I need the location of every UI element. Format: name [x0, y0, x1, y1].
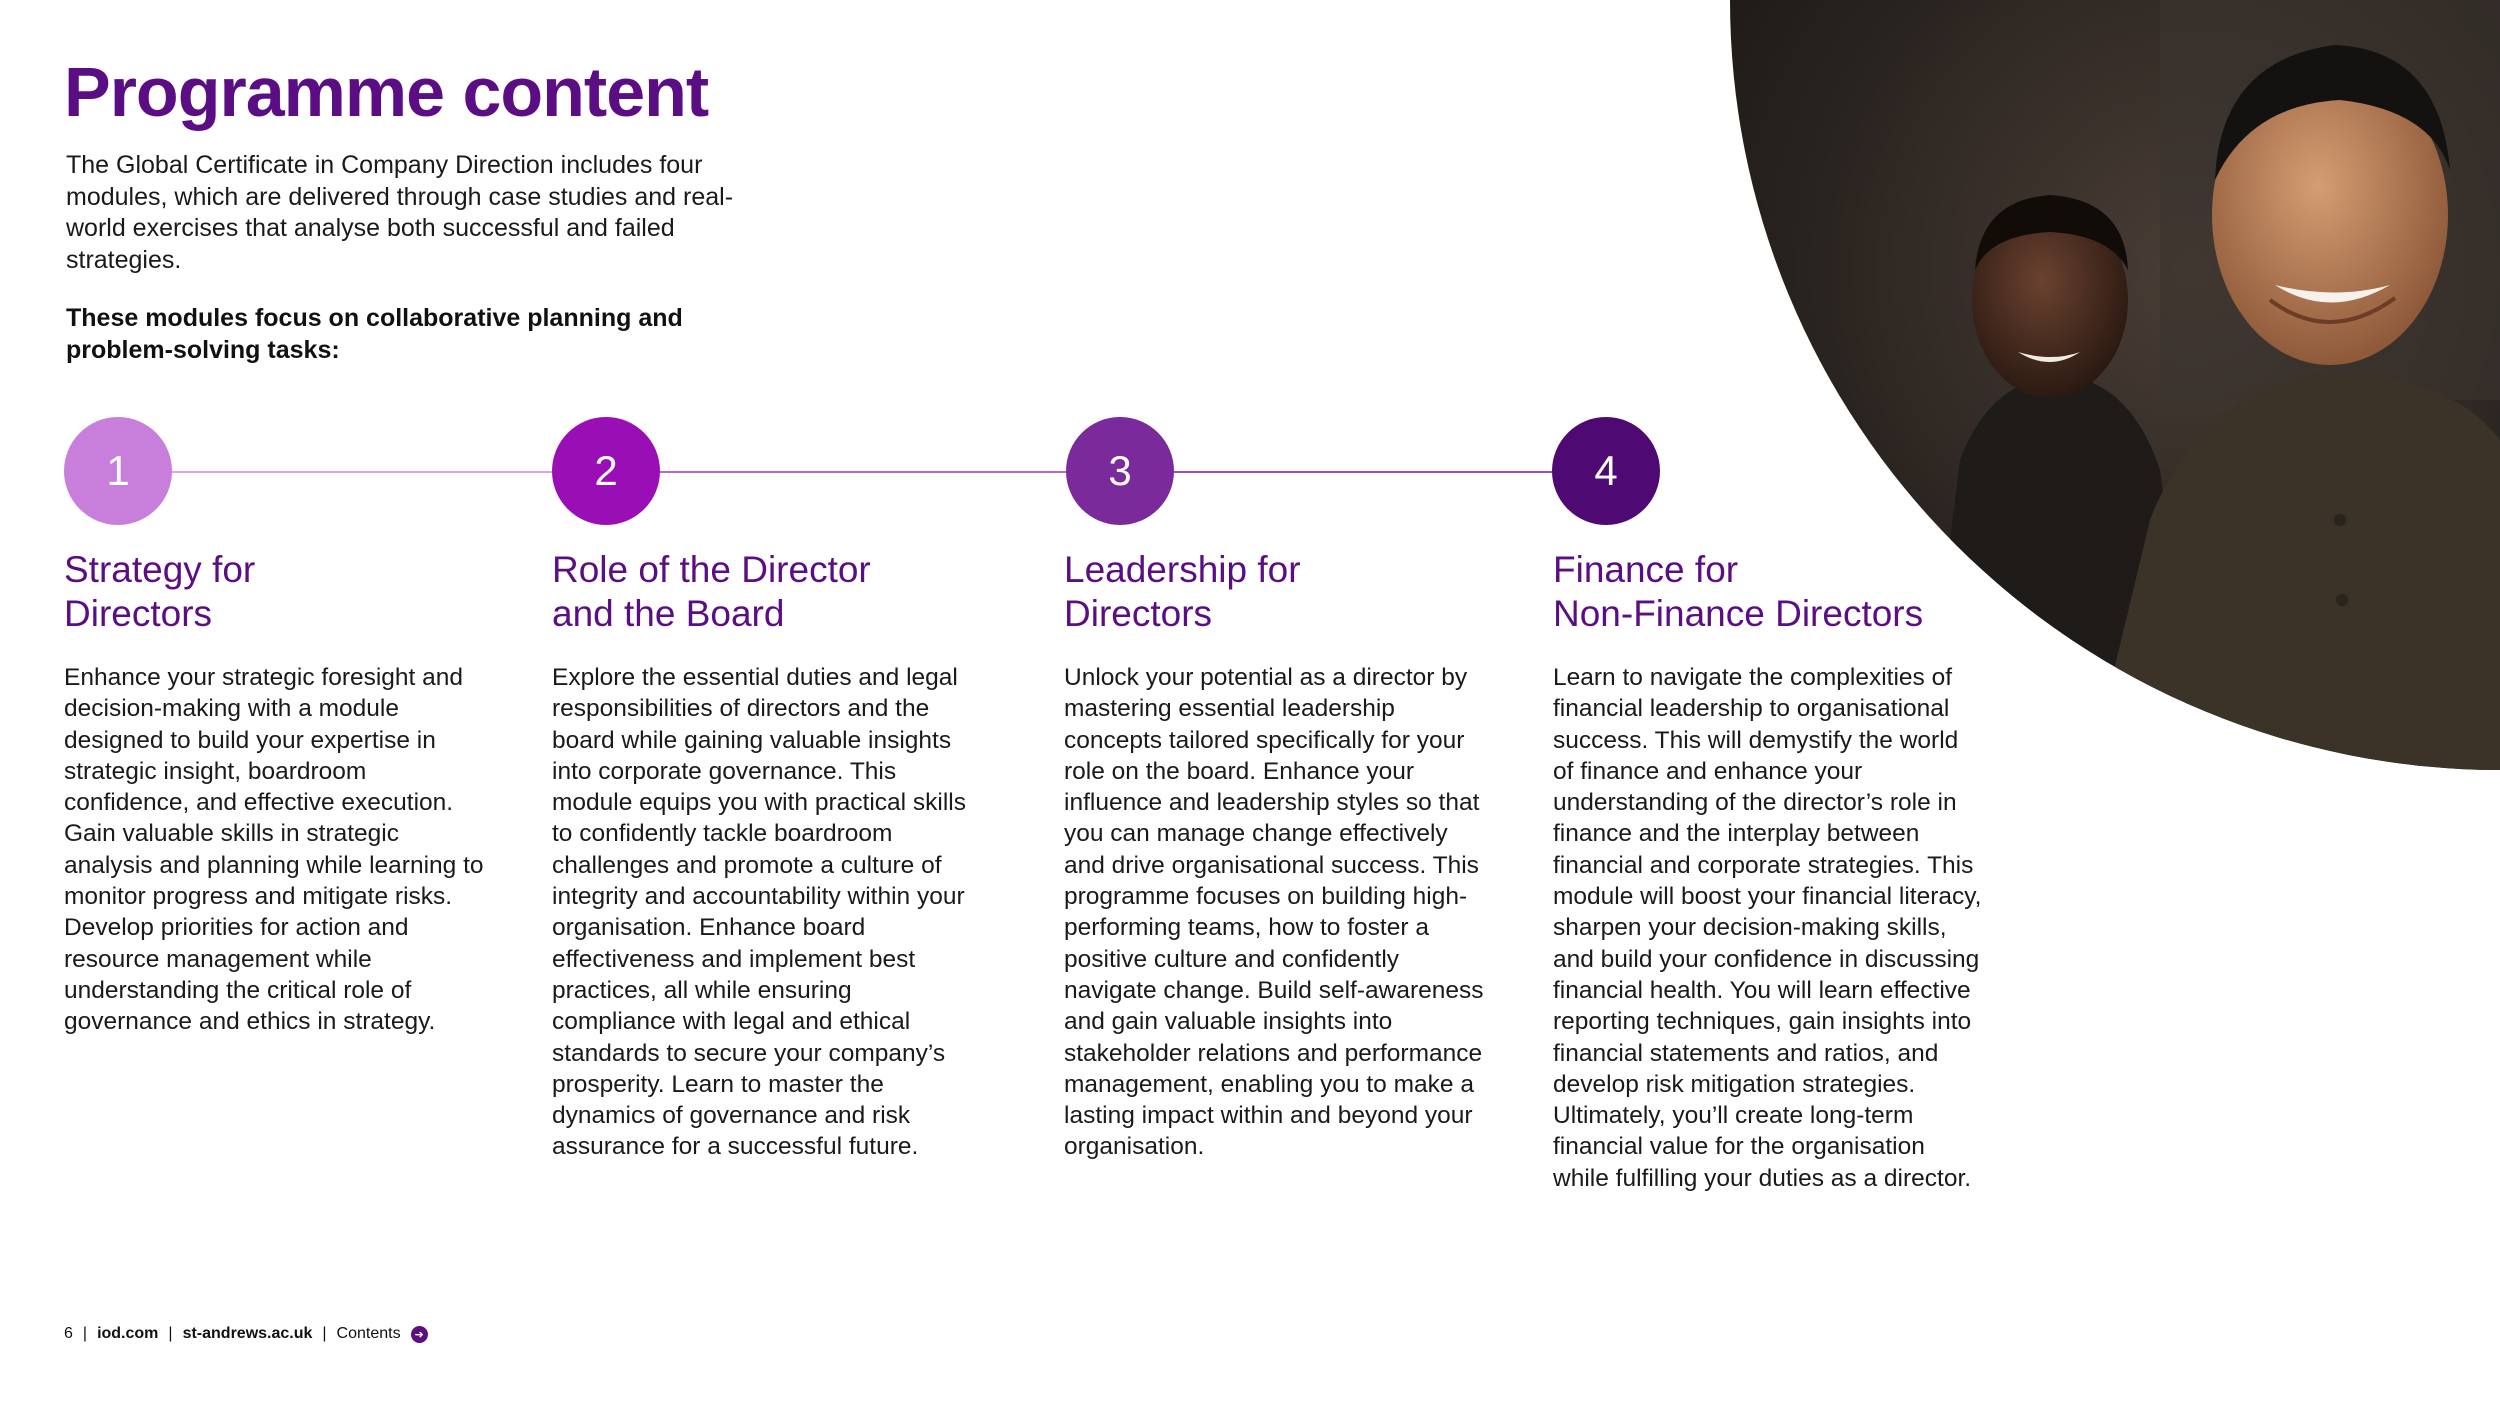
footer-separator: | [322, 1325, 327, 1342]
lead-paragraph: These modules focus on collaborative planning and problem-solving tasks: [66, 304, 683, 364]
module-description: Explore the essential duties and legal responsibilities of directors and the board while gaining valuable insights into corporate governance. This module equips you with practical skills to confidently tackle boardroom challenges and promote a culture of integrity and accountability within your organisation. Enhance board effectiveness and implement best practices, all while ensuring compliance with legal and ethical standards to secure your company’s prosperity. Learn to master the dynamics of governance and risk assurance for a successful future. [552, 664, 966, 1161]
page-title: Programme content [64, 53, 709, 131]
arrow-right-circle-icon[interactable]: ➜ [411, 1326, 428, 1343]
module-1 [64, 548, 494, 1038]
module-title: Finance for Non-Finance Directors [1553, 549, 1924, 634]
footer-separator: | [168, 1325, 173, 1342]
module-description: Enhance your strategic foresight and decision-making with a module designed to build your expertise in strategic insight, boardroom confidence, and effective execution. Gain valuable skills in strategic analysis and planning while learning to monitor progress and mitigate risks. Develop priorities for action and resource management while understanding the critical role of governance and ethics in strategy. [64, 664, 484, 1036]
module-3 [1064, 548, 1494, 1163]
module-title: Strategy for Directors [64, 549, 256, 634]
hero-photo [1730, 0, 2500, 770]
footer-separator: | [82, 1325, 88, 1342]
page-number: 6 [64, 1325, 73, 1342]
timeline-connector-2 [660, 471, 1066, 473]
intro-paragraph: The Global Certificate in Company Direction includes four modules, which are delivered through case studies and real-world exercises that analyse both successful and failed strategies. [66, 151, 734, 274]
footer [64, 1325, 428, 1343]
footer-link-contents[interactable]: Contents [336, 1325, 401, 1342]
module-2 [552, 548, 982, 1163]
photo-people-smiling [1730, 0, 2500, 770]
footer-link-st-andrews[interactable]: st-andrews.ac.uk [182, 1325, 313, 1342]
module-title: Role of the Director and the Board [552, 549, 871, 634]
footer-link-iod[interactable]: iod.com [97, 1325, 159, 1342]
step-circle-4: 4 [1552, 417, 1660, 525]
step-circle-1: 1 [64, 417, 172, 525]
module-description: Unlock your potential as a director by mastering essential leadership concepts tailored specifically for your role on the board. Enhance your influence and leadership styles so that you can manage change effectively and drive organisational success. This programme focuses on building high-performing teams, how to foster a positive culture and confidently navigate change. Build self-awareness and gain valuable insights into stakeholder relations and performance management, enabling you to make a lasting impact within and beyond your organisation. [1064, 664, 1484, 1161]
module-title: Leadership for Directors [1064, 549, 1301, 634]
timeline-connector-3 [1174, 471, 1552, 473]
step-circle-3: 3 [1066, 417, 1174, 525]
timeline-connector-1 [172, 471, 552, 473]
step-circle-2: 2 [552, 417, 660, 525]
module-description: Learn to navigate the complexities of financial leadership to organisational success. This will demystify the world of finance and enhance your understanding of the director’s role in finance and the interplay between financial and corporate strategies. This module will boost your financial literacy, sharpen your decision-making skills, and build your confidence in discussing financial health. You will learn effective reporting techniques, gain insights into financial statements and ratios, and develop risk mitigation strategies. Ultimately, you’ll create long-term financial value for the organisation while fulfilling your duties as a director. [1553, 664, 1982, 1192]
